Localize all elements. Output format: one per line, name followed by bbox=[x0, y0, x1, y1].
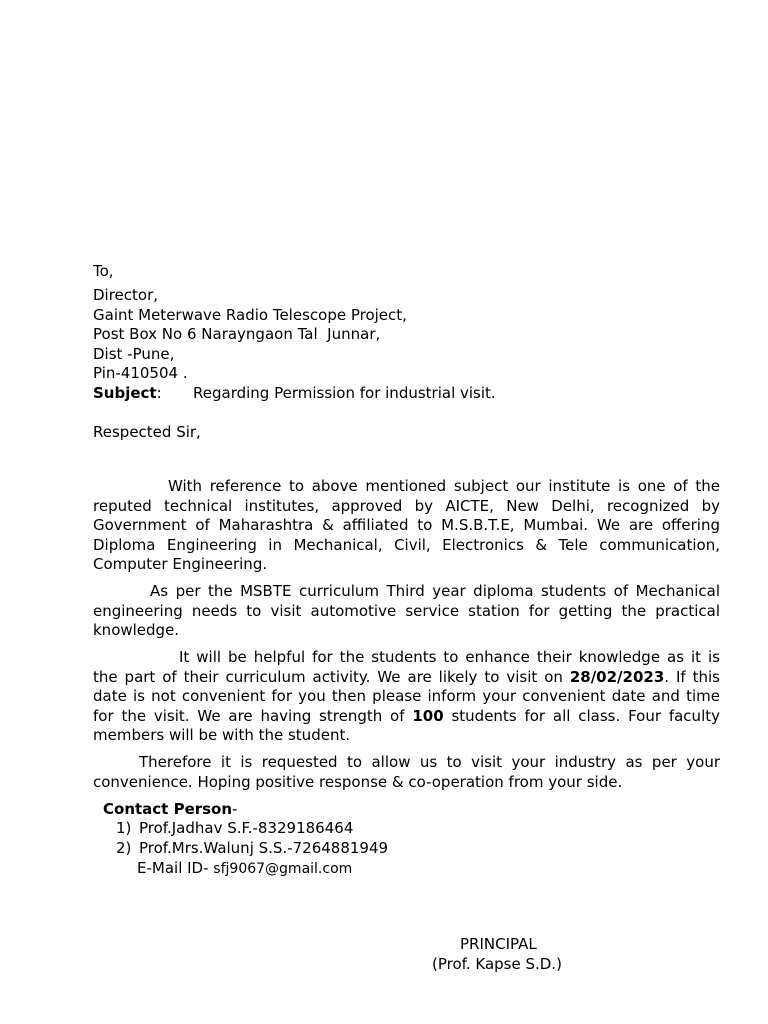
subject-colon: : bbox=[156, 384, 162, 402]
contact-heading-dash: - bbox=[232, 800, 238, 818]
greeting: Respected Sir, bbox=[93, 423, 201, 441]
contact-person-number: 2) bbox=[116, 839, 132, 857]
subject-text: Regarding Permission for industrial visit. bbox=[193, 384, 496, 402]
paragraph-request: Therefore it is requested to allow us to visit your industry as per your convenience. Hoping positive response & co-operation from your side. bbox=[93, 753, 720, 791]
email-address: sfj9067@gmail.com bbox=[213, 861, 353, 877]
email-line bbox=[137, 859, 352, 880]
subject-line bbox=[93, 384, 162, 404]
contact-heading bbox=[103, 800, 237, 820]
contact-person-text: Prof.Mrs.Walunj S.S.-7264881949 bbox=[139, 839, 389, 857]
recipient-address-line2: Dist -Pune, bbox=[93, 345, 175, 363]
paragraph-curriculum: As per the MSBTE curriculum Third year diploma students of Mechanical engineering needs to visit automotive service station for getting the practical knowledge. bbox=[93, 582, 720, 640]
paragraph-introduction: With reference to above mentioned subject our institute is one of the reputed technical institutes, approved by AICTE, New Delhi, recognized by Government of Maharashtra & affiliated to M.S.B.T.E, Mumbai. We are offering Diploma Engineering in Mechanical, Civil, Electronics & Tele communication, Computer Engineering. bbox=[93, 477, 720, 574]
visit-text-2: . If this date is not convenient for you then please inform your convenient date and time for the visit. We are having strength of bbox=[93, 667, 720, 725]
subject-label: Subject bbox=[93, 384, 157, 402]
visit-text-1: It will be helpful for the students to enhance their knowledge as it is the part of their curriculum activity. We are likely to visit on bbox=[93, 648, 720, 686]
contact-heading-label: Contact Person bbox=[103, 800, 233, 818]
recipient-title: Director, bbox=[93, 286, 159, 304]
paragraph-visit-details bbox=[93, 648, 720, 746]
contact-person-text: Prof.Jadhav S.F.-8329186464 bbox=[139, 819, 354, 837]
visit-text-3: students for all class. Four faculty members will be with the student. bbox=[93, 706, 720, 745]
signature-title: PRINCIPAL bbox=[460, 935, 537, 953]
visit-date: 28/02/2023 bbox=[569, 667, 665, 686]
email-label: E-Mail ID- bbox=[137, 859, 214, 877]
recipient-address-line1: Post Box No 6 Narayngaon Tal Junnar, bbox=[93, 325, 381, 343]
salutation-to: To, bbox=[93, 262, 114, 280]
recipient-pin: Pin-410504 . bbox=[93, 364, 188, 382]
contact-person-number: 1) bbox=[116, 819, 132, 837]
recipient-org: Gaint Meterwave Radio Telescope Project, bbox=[93, 306, 407, 324]
student-strength: 100 bbox=[412, 706, 444, 725]
signature-name: (Prof. Kapse S.D.) bbox=[432, 955, 562, 973]
